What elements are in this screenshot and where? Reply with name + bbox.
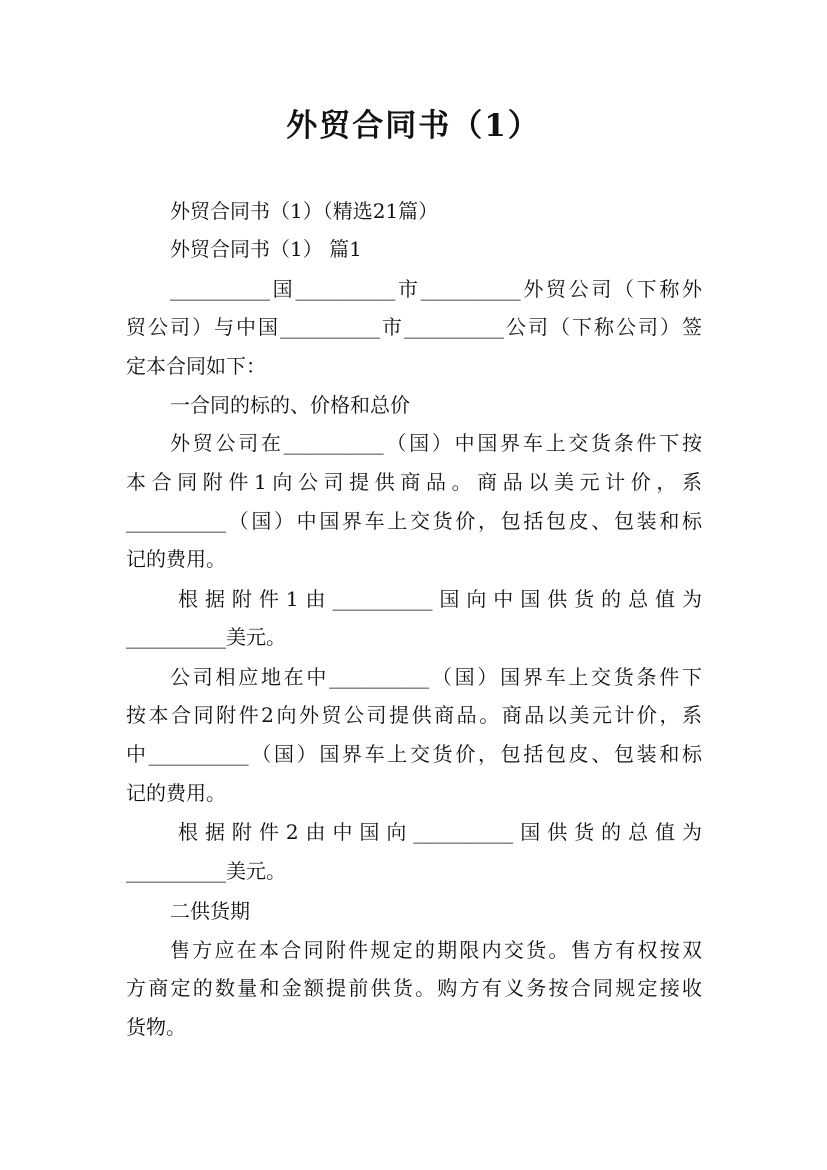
paragraph-line: 记的费用。 — [126, 781, 226, 805]
paragraph-line: __________国__________市__________外贸公司（下称外 — [170, 277, 702, 301]
paragraph-line: 货物。 — [126, 1015, 186, 1039]
paragraph-line: 定本合同如下： — [126, 354, 266, 378]
clause-heading: 二供货期 — [170, 899, 250, 923]
paragraph-line: 按本合同附件2向外贸公司提供商品。商品以美元计价，系 — [126, 703, 702, 727]
document-title: 外贸合同书（1） — [286, 108, 541, 144]
paragraph-line: __________（国）中国界车上交货价，包括包皮、包装和标 — [126, 509, 702, 533]
paragraph-line: 记的费用。 — [126, 547, 226, 571]
paragraph-line: 公司相应地在中__________（国）国界车上交货条件下 — [170, 665, 702, 689]
paragraph-line: 本合同附件1向公司提供商品。商品以美元计价，系 — [126, 470, 702, 494]
paragraph-line: 外贸公司在__________（国）中国界车上交货条件下按 — [170, 431, 702, 455]
paragraph-line: 根据附件1由__________国向中国供货的总值为 — [178, 587, 702, 611]
document-subtitle: 外贸合同书（1）（精选21篇） — [170, 199, 439, 223]
clause-heading: 一合同的标的、价格和总价 — [170, 393, 410, 417]
paragraph-line: __________美元。 — [126, 625, 286, 649]
paragraph-line: 方商定的数量和金额提前供货。购方有义务按合同规定接收 — [126, 976, 702, 1000]
paragraph-line: 贸公司）与中国__________市__________公司（下称公司）签 — [126, 315, 702, 339]
paragraph-line: 中__________（国）国界车上交货价，包括包皮、包装和标 — [126, 742, 702, 766]
section-heading: 外贸合同书（1） 篇1 — [170, 237, 362, 261]
paragraph-line: 根据附件2由中国向__________国供货的总值为 — [178, 820, 702, 844]
paragraph-line: 售方应在本合同附件规定的期限内交货。售方有权按双 — [170, 938, 702, 962]
paragraph-line: __________美元。 — [126, 859, 286, 883]
